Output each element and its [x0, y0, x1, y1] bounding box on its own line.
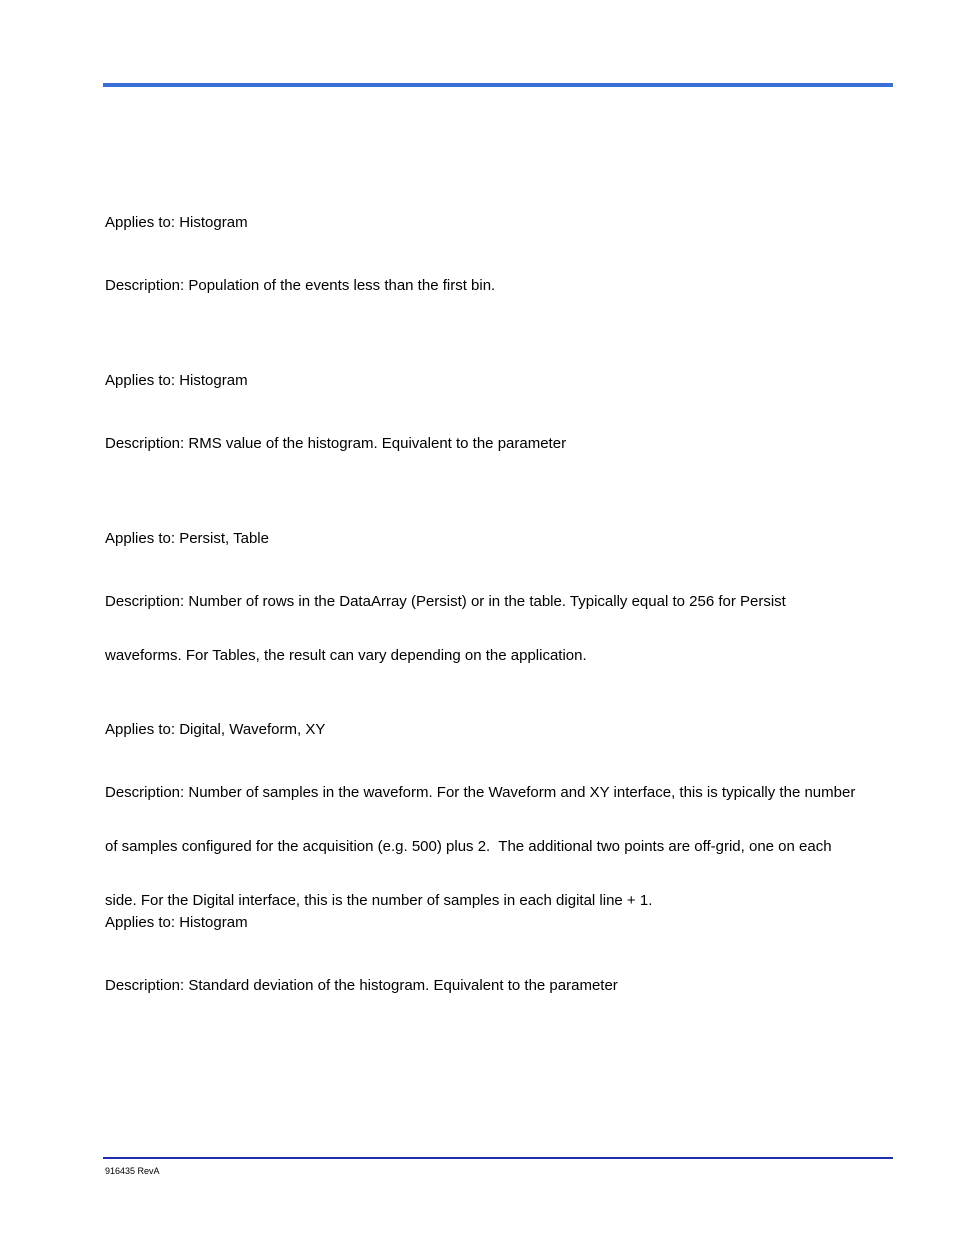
- header-rule: [103, 83, 893, 87]
- applies-to-text: Applies to: Digital, Waveform, XY: [105, 721, 326, 738]
- description-line: Description: Population of the events less than the first bin.: [105, 277, 496, 294]
- entry-1: [105, 214, 895, 331]
- description-line: Description: RMS value of the histogram. Equivalent to the parameter: [105, 435, 567, 452]
- description-line: waveforms. For Tables, the result can vary depending on the application.: [105, 647, 587, 664]
- entry-5: [105, 914, 895, 1031]
- footer-rule: [103, 1157, 893, 1159]
- description-line: Description: Number of rows in the DataArray (Persist) or in the table. Typically equal to 256 for Persist: [105, 593, 786, 610]
- applies-to-text: Applies to: Histogram: [105, 214, 248, 231]
- description-line: of samples configured for the acquisition (e.g. 500) plus 2. The additional two points are off-grid, one on each: [105, 838, 832, 855]
- description-line: Description: Number of samples in the waveform. For the Waveform and XY interface, this is typically the number: [105, 784, 856, 801]
- applies-to-text: Applies to: Histogram: [105, 372, 248, 389]
- description-text: [105, 399, 895, 489]
- entry-2: [105, 372, 895, 489]
- entry-4: [105, 721, 895, 946]
- footer-doc-id: 916435 RevA: [105, 1166, 160, 1176]
- description-line: side. For the Digital interface, this is the number of samples in each digital line + 1.: [105, 892, 653, 909]
- description-text: [105, 941, 895, 1031]
- applies-to-text: Applies to: Histogram: [105, 914, 248, 931]
- description-line: Description: Standard deviation of the histogram. Equivalent to the parameter: [105, 977, 618, 994]
- applies-to-text: Applies to: Persist, Table: [105, 530, 269, 547]
- description-text: [105, 557, 895, 701]
- description-text: [105, 241, 895, 331]
- entry-3: [105, 530, 895, 701]
